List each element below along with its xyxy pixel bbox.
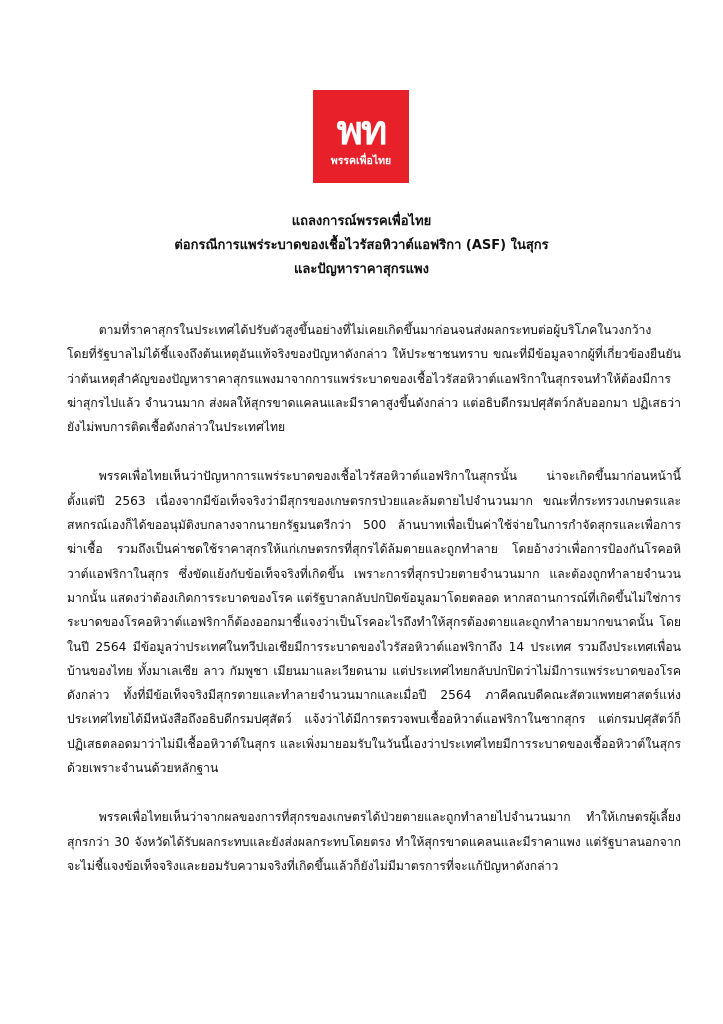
- pheu-thai-logo: [313, 90, 409, 183]
- title-line-1: แถลงการณ์พรรคเพื่อไทย: [291, 214, 432, 229]
- logo-party-name: พรรคเพื่อไทย: [330, 154, 392, 167]
- statement-title: [40, 210, 683, 282]
- statement-body: [67, 318, 681, 903]
- paragraph-2: พรรคเพื่อไทยเห็นว่าปัญหาการแพร่ระบาดของเชื้อไวรัสอหิวาต์แอฟริกาในสุกรนั้น น่าจะเกิดขึ้นมาก่อนหน้านี้ตั้งแต่ปี 2563 เนื่องจากมีข้อเท็จจริงว่ามีสุกรของเกษตรกรป่วยและล้มตายไปจำนวนมาก ขณะที่กระทรวงเกษตรและสหกรณ์เองก็ได้ขออนุมัติงบกลางจากนายกรัฐมนตรีกว่า 500 ล้านบาทเพื่อเป็นค่าใช้จ่ายในการกำจัดสุกรและเพื่อการฆ่าเชื้อ รวมถึงเป็นค่าชดใช้ราคาสุกรให้แก่เกษตรกรที่สุกรได้ล้มตายและถูกทำลาย โดยอ้างว่าเพื่อการป้องกันโรคอหิวาต์แอฟริกาในสุกร ซึ่งขัดแย้งกับข้อเท็จจริงที่เกิดขึ้น เพราะการที่สุกรป่วยตายจำนวนมาก และต้องถูกทำลายจำนวนมากนั้น แสดงว่าต้องเกิดการระบาดของโรค แต่รัฐบาลกลับปกปิดข้อมูลมาโดยตลอด หากสถานการณ์ที่เกิดขึ้นไม่ใช่การระบาดของโรคอหิวาต์แอฟริกาก็ต้องออกมาชี้แจงว่าเป็นโรคอะไรถึงทำให้สุกรต้องตายและถูกทำลายมากขนาดนั้น โดยในปี 2564 มีข้อมูลว่าประเทศในทวีปเอเชียมีการระบาดของไวรัสอหิวาต์แอฟริกาถึง 14 ประเทศ รวมถึงประเทศเพื่อนบ้านของไทย ทั้งมาเลเซีย ลาว กัมพูชา เมียนมาและเวียดนาม แต่ประเทศไทยกลับปกปิดว่าไม่มีการแพร่ระบาดของโรคดังกล่าว ทั้งที่มีข้อเท็จจริงมีสุกรตายและทำลายจำนวนมากและเมื่อปี 2564 ภาคีคณบดีคณะสัตวแพทยศาสตร์แห่งประเทศไทยได้มีหนังสือถึงอธิบดีกรมปศุสัตว์ แจ้งว่าได้มีการตรวจพบเชื้ออหิวาต์แอฟริกาในซากสุกร แต่กรมปศุสัตว์ก็ปฏิเสธตลอดมาว่าไม่มีเชื้ออหิวาต์ในสุกร และเพิ่งมายอมรับในวันนี้เองว่าประเทศไทยมีการระบาดของเชื้ออหิวาต์ในสุกร ด้วยเพราะจำนนด้วยหลักฐาน: [67, 469, 681, 776]
- logo-mark: พท: [336, 107, 386, 154]
- paragraph-1: ตามที่ราคาสุกรในประเทศได้ปรับตัวสูงขึ้นอย่างที่ไม่เคยเกิดขึ้นมาก่อนจนส่งผลกระทบต่อผู้บริโภคในวงกว้าง โดยที่รัฐบาลไม่ได้ชี้แจงถึงต้นเหตุอันแท้จริงของปัญหาดังกล่าว ให้ประชาชนทราบ ขณะที่มีข้อมูลจากผู้ที่เกี่ยวข้องยืนยันว่าต้นเหตุสำคัญของปัญหาราคาสุกรแพงมาจากการแพร่ระบาดของเชื้อไวรัสอหิวาต์แอฟริกาในสุกรจนทำให้ต้องมีการฆ่าสุกรไปแล้ว จำนวนมาก ส่งผลให้สุกรขาดแคลนและมีราคาสูงขึ้นดังกล่าว แต่อธิบดีกรมปศุสัตว์กลับออกมา ปฏิเสธว่ายังไม่พบการติดเชื้อดังกล่าวในประเทศไทย: [67, 323, 681, 435]
- title-line-3: และปัญหาราคาสุกรแพง: [294, 262, 429, 277]
- paragraph-3: พรรคเพื่อไทยเห็นว่าจากผลของการที่สุกรของเกษตรได้ป่วยตายและถูกทำลายไปจำนวนมาก ทำให้เกษตรผู้เลี้ยงสุกรกว่า 30 จังหวัดได้รับผลกระทบและยังส่งผลกระทบโดยตรง ทำให้สุกรขาดแคลนและมีราคาแพง แต่รัฐบาลนอกจากจะไม่ชี้แจงข้อเท็จจริงและยอมรับความจริงที่เกิดขึ้นแล้วก็ยังไม่มีมาตรการที่จะแก้ปัญหาดังกล่าว: [67, 810, 681, 873]
- title-line-2: ต่อกรณีการแพร่ระบาดของเชื้อไวรัสอหิวาต์แอฟริกา (ASF) ในสุกร: [174, 238, 549, 253]
